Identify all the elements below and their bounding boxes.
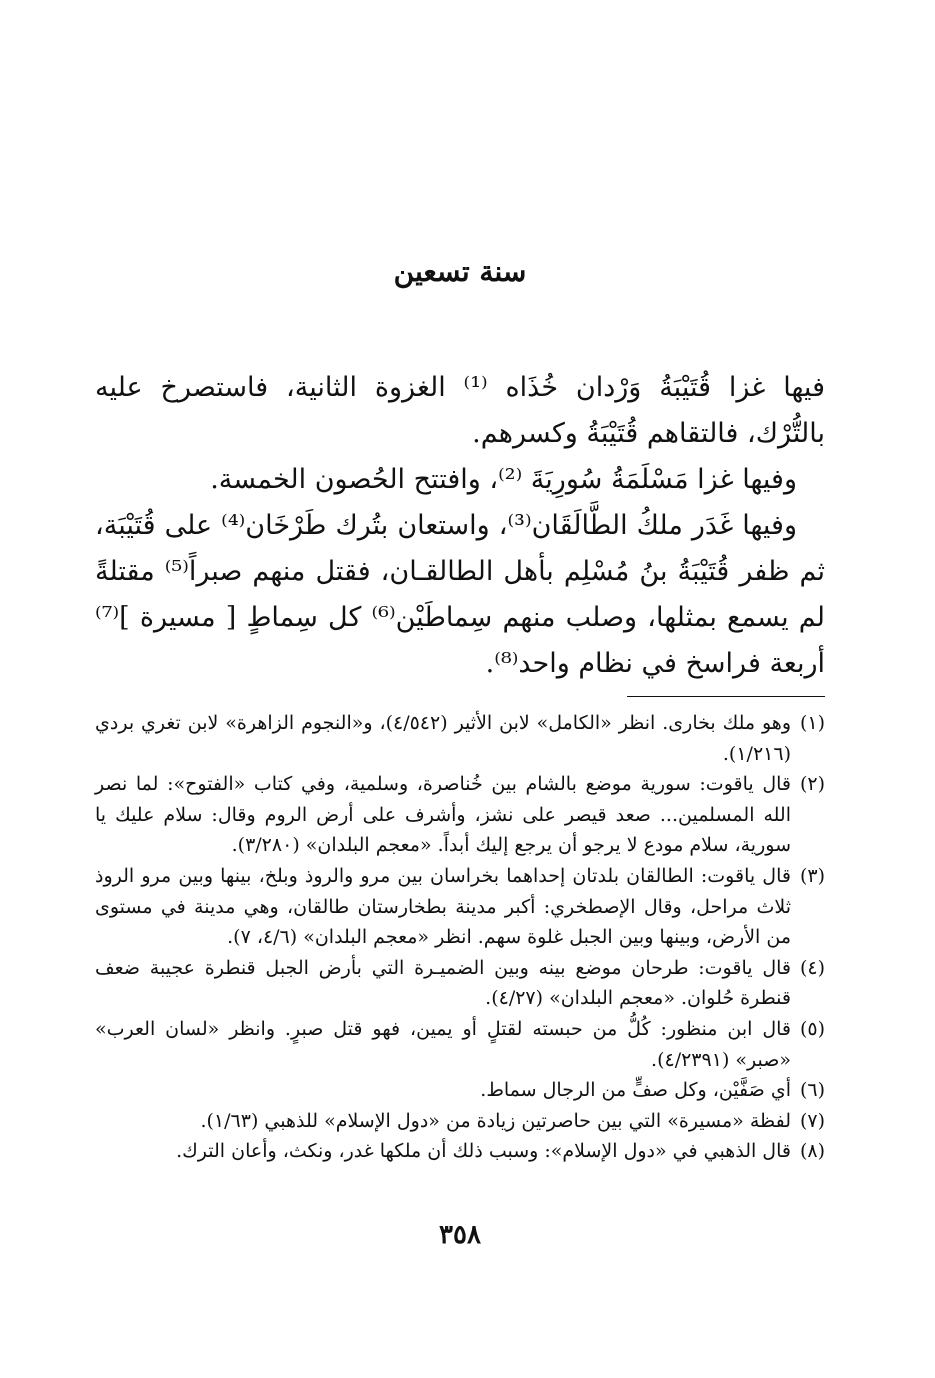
footnote-text: قال ياقوت: الطالقان بلدتان إحداهما بخراسان بين مرو والروذ وبلخ، بينها وبين مرو الروذ ثلاث مراحل، وقال الإصطخري: أكبر مدينة بطخارستان طالقان، وهي مدينة في مستوى من الأرض، وبينها وبين الجبل غلوة سهم. انظر «معجم البلدان» (٤/٦، ٧). bbox=[95, 864, 791, 949]
paragraph: وفيها غزا مَسْلَمَةُ سُورِيَةَ ⁽²⁾، وافتتح الحُصون الخمسة. bbox=[210, 464, 797, 495]
footnote bbox=[95, 861, 825, 953]
paragraph: فيها غزا قُتَيْبَةُ وَرْدان خُذَاه ⁽¹⁾ الغزوة الثانية، فاستصرخ عليه بالتُّرْك، فالتقاهم قُتَيْبَةُ وكسرهم. bbox=[95, 372, 825, 449]
footnote-number: (٨) bbox=[799, 1140, 825, 1163]
footnote-number: (٧) bbox=[799, 1109, 825, 1132]
footnote-text: قال الذهبي في «دول الإسلام»: وسبب ذلك أن ملكها غدر، ونكث، وأعان الترك. bbox=[176, 1140, 791, 1163]
footnote-number: (٣) bbox=[799, 864, 825, 887]
footnote-text: قال ياقوت: طرحان موضع بينه وبين الضميـرة التي بأرض الجبل قنطرة عجيبة ضعف قنطرة حُلوان. «معجم البلدان» (٤/٢٧). bbox=[95, 956, 791, 1010]
footnote bbox=[95, 953, 825, 1014]
footnote-divider bbox=[627, 696, 825, 697]
chapter-title: سنة تسعين bbox=[393, 255, 527, 288]
footnote bbox=[95, 1136, 825, 1167]
footnote-number: (٥) bbox=[799, 1017, 825, 1040]
page-number: ٣٥٨ bbox=[439, 1220, 481, 1250]
footnotes bbox=[95, 708, 825, 1167]
footnote-number: (٤) bbox=[799, 956, 825, 979]
footnote-text: قال ابن منظور: كُلُّ من حبسته لقتلٍ أو يمين، فهو قتل صبرٍ. وانظر «لسان العرب» «صبر» (٤/٢٣٩١). bbox=[95, 1017, 791, 1071]
footnote bbox=[95, 1014, 825, 1075]
footnote bbox=[95, 708, 825, 769]
footnote-text: قال ياقوت: سورية موضع بالشام بين خُناصرة، وسلمية، وفي كتاب «الفتوح»: لما نصر الله المسلمين... صعد قيصر على نشز، وأشرف على أرض الروم وقال: سلام عليك يا سورية، سلام مودع لا يرجو أن يرجع إليك أبداً. «معجم البلدان» (٣/٢٨٠). bbox=[95, 773, 791, 857]
book-page bbox=[95, 0, 825, 1378]
footnote bbox=[95, 1106, 825, 1137]
paragraph: وفيها غَدَر ملكُ الطَّالَقَان⁽³⁾، واستعان بتُرك طَرْخَان⁽⁴⁾ على قُتَيْبَة، ثم ظفر قُتَيْبَةُ بنُ مُسْلِم بأهل الطالقـان، فقتل منهم صبراً⁽⁵⁾ مقتلةً لم يسمع بمثلها، وصلب منهم سِماطَيْن⁽⁶⁾ كل سِماطٍ [ مسيرة ]⁽⁷⁾ أربعة فراسخ في نظام واحد⁽⁸⁾. bbox=[95, 510, 825, 679]
footnote bbox=[95, 769, 825, 861]
footnote bbox=[95, 1075, 825, 1106]
footnote-number: (٦) bbox=[799, 1079, 825, 1102]
footnote-number: (٢) bbox=[799, 773, 825, 796]
footnote-text: لفظة «مسيرة» التي بين حاصرتين زيادة من «دول الإسلام» للذهبي (١/٦٣). bbox=[200, 1109, 791, 1132]
footnote-number: (١) bbox=[799, 712, 825, 734]
main-text bbox=[95, 365, 825, 687]
footnote-text: أي صَفَّيْن، وكل صفٍّ من الرجال سماط. bbox=[480, 1079, 791, 1102]
footnote-text: وهو ملك بخارى. انظر «الكامل» لابن الأثير (٤/٥٤٢)، و«النجوم الزاهرة» لابن تغري بردي (١/٢١٦). bbox=[95, 712, 791, 765]
